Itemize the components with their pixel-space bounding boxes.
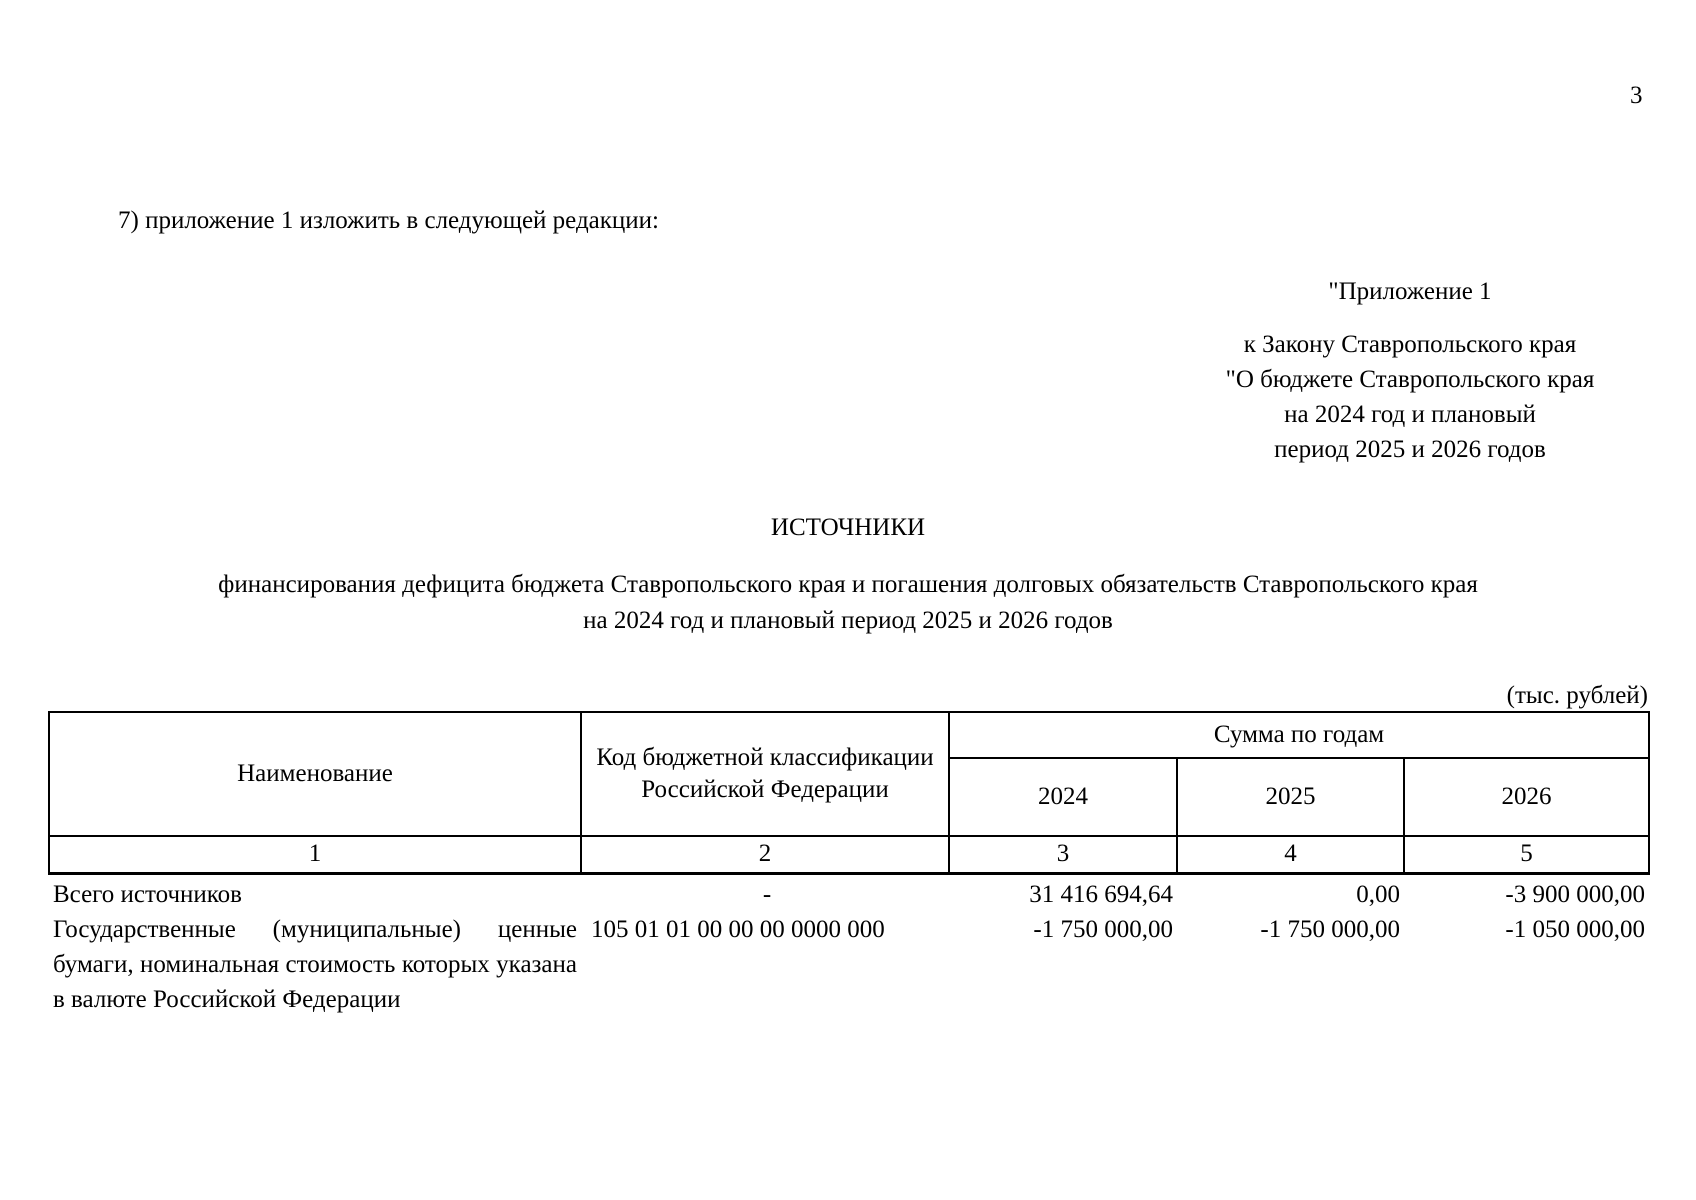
subtitle-line: финансирования дефицита бюджета Ставропольского края и погашения долговых обязательств Ставропольского края — [218, 571, 1478, 598]
row-name: Всего источников — [53, 881, 242, 908]
appendix-line: "О бюджете Ставропольского края — [1225, 365, 1595, 393]
page-number: 3 — [1630, 82, 1643, 109]
header-year-2025: 2025 — [1177, 758, 1404, 836]
header-year-2026: 2026 — [1404, 758, 1649, 836]
appendix-line: на 2024 год и плановый — [1284, 400, 1536, 428]
row-code: 105 01 01 00 00 00 0000 000 — [591, 916, 885, 943]
header-code: Код бюджетной классификации Российской Федерации — [581, 712, 949, 836]
column-number: 4 — [1177, 836, 1404, 874]
instruction-text: 7) приложение 1 изложить в следующей редакции: — [118, 207, 659, 234]
row-value-2024: -1 750 000,00 — [1033, 916, 1173, 943]
appendix-title: "Приложение 1 — [1328, 278, 1492, 305]
subtitle-line: на 2024 год и плановый период 2025 и 2026 годов — [583, 607, 1113, 634]
appendix-line: период 2025 и 2026 годов — [1274, 435, 1546, 463]
column-number: 1 — [49, 836, 581, 874]
header-name: Наименование — [49, 712, 581, 836]
appendix-line: к Закону Ставропольского края — [1243, 330, 1577, 358]
row-value-2025: -1 750 000,00 — [1260, 916, 1400, 943]
column-number: 5 — [1404, 836, 1649, 874]
row-code: - — [762, 881, 772, 908]
column-number: 2 — [581, 836, 949, 874]
document-title: ИСТОЧНИКИ — [770, 514, 926, 541]
header-year-2024: 2024 — [949, 758, 1177, 836]
header-sum-group: Сумма по годам — [949, 712, 1649, 758]
table-row — [49, 874, 1649, 913]
column-number: 3 — [949, 836, 1177, 874]
row-value-2026: -1 050 000,00 — [1505, 916, 1645, 943]
row-name: Государственные (муниципальные) ценные бумаги, номинальная стоимость которых указана в валюте Российской Федерации — [53, 916, 577, 1013]
row-value-2025: 0,00 — [1356, 881, 1400, 908]
row-value-2024: 31 416 694,64 — [1029, 881, 1173, 908]
units-label: (тыс. рублей) — [1506, 682, 1648, 709]
row-value-2026: -3 900 000,00 — [1505, 881, 1645, 908]
sources-table — [48, 711, 1650, 1017]
appendix-header — [1180, 276, 1640, 467]
document-subtitle — [118, 567, 1578, 639]
table-row — [49, 912, 1649, 1017]
